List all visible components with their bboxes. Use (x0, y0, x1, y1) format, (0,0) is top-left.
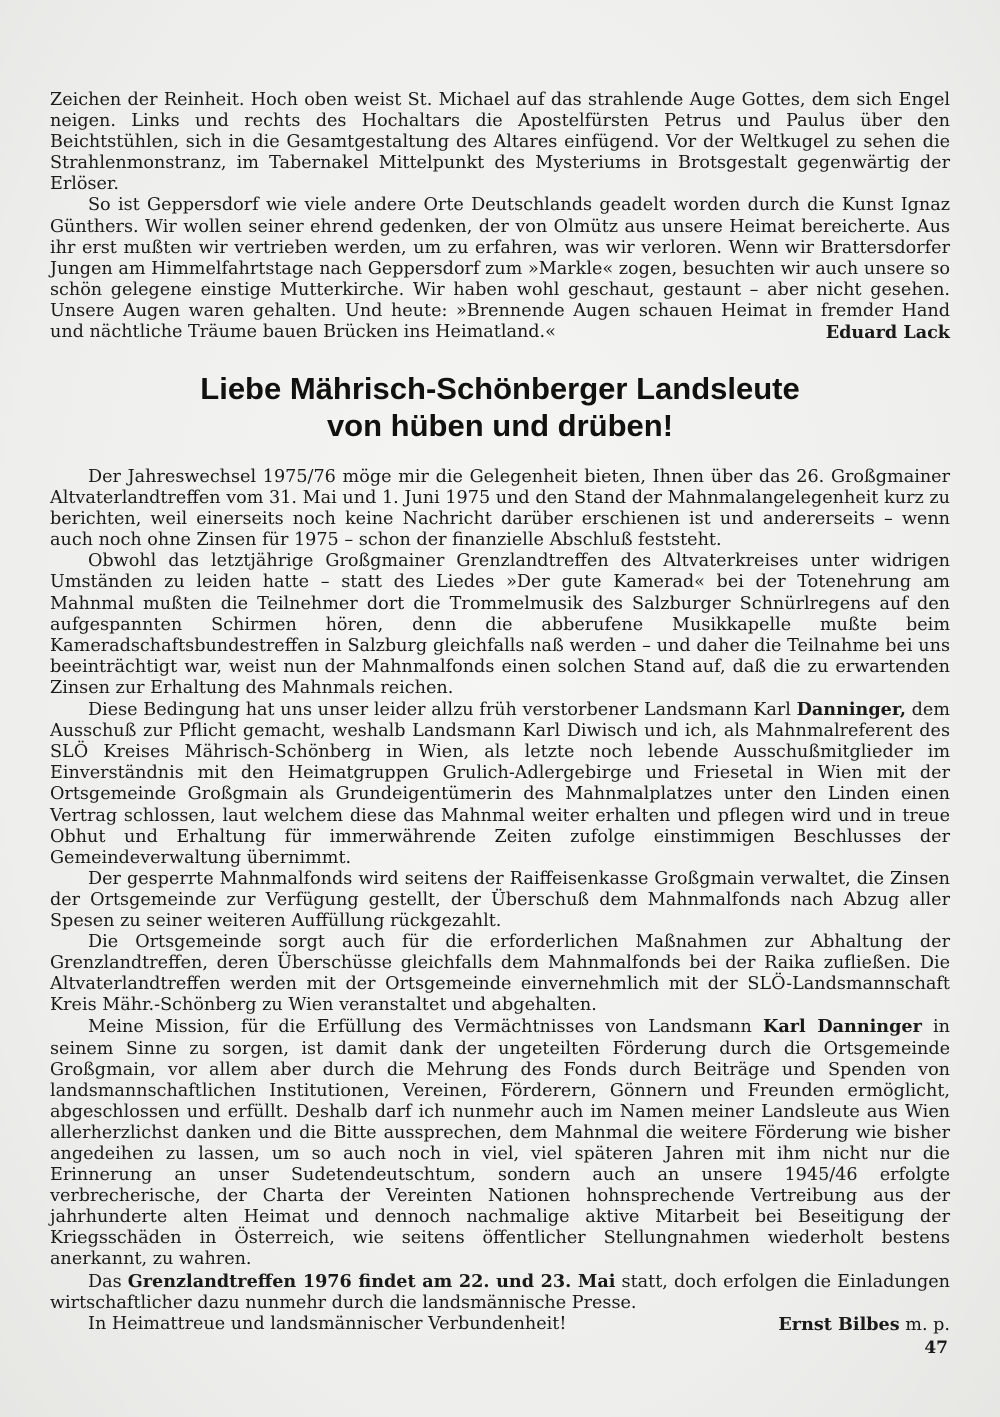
letter-paragraph-3 (50, 699, 950, 869)
heading-line-2: von hüben und drüben! (326, 408, 674, 443)
p3-bold-name: Danninger, (796, 699, 906, 721)
signature-suffix: m. p. (899, 1314, 950, 1335)
intro-paragraph-2: So ist Geppersdorf wie viele andere Orte Deutschlands geadelt worden durch die Kunst Ignaz Günthers. Wir wollen seiner ehrend gedenken, der von Olmütz aus unsere Heimat bereicherte. Aus ihr erst mußten wir vertrieben werden, um zu erfahren, was wir verloren. Wenn wir Brattersdorfer Jungen am Himmelfahrtstage nach Geppersdorf zum »Markle« zogen, besuchten wir auch unsere so schön gelegene einstige Mutterkirche. Wir haben wohl geschaut, gestaunt – aber nicht gesehen. Unsere Augen waren gehalten. Und heute: »Brennende Augen schauen Heimat in fremder Hand und nächtliche Träume bauen Brücken ins Heimatland.« (50, 195, 950, 343)
letter-paragraph-1: Der Jahreswechsel 1975/76 möge mir die Gelegenheit bieten, Ihnen über das 26. Großgmainer Altvaterlandtreffen vom 31. Mai und 1. Juni 1975 und den Stand der Mahnmalangelegenheit kurz zu berichten, weil einerseits noch keine Nachricht darüber erschienen ist und andererseits – wenn auch noch ohne Zinsen für 1975 – schon der finanzielle Abschluß feststeht. (50, 467, 950, 551)
p6-bold-name: Karl Danninger (763, 1016, 922, 1038)
intro-article (50, 90, 950, 344)
p7-text-c: statt, doch erfolgen die Einladungen wirtschaftlicher dazu nunmehr durch die landsmännische Presse. (50, 1271, 951, 1313)
article-heading (50, 370, 950, 444)
intro-author: Eduard Lack (825, 322, 950, 344)
closing-line (50, 1314, 950, 1336)
p6-text-c: in seinem Sinne zu sorgen, ist damit dank der ungeteilten Förderung durch die Ortsgemeinde Großgmain, vor allem aber durch die Mehrung des Fonds durch Beiträge und Spenden von landsmannschaftlichen Institutionen, Vereinen, Förderern, Gönnern und Freunden ermöglicht, abgeschlossen und erfüllt. Deshalb darf ich nunmehr auch im Namen meiner Landsleute aus Wien allerherzlichst danken und die Bitte aussprechen, dem Mahnmal die weitere Förderung wie bisher angedeihen zu lassen, um so auch noch in viel, viel späteren Jahren mit ihm nicht nur die Erinnerung an unser Sudetendeutschtum, sondern auch an unsere 1945/46 erfolgte verbrecherische, der Charta der Vereinten Nationen hohnsprechende Vertreibung aus der jahrhunderte alten Heimat und dennoch nachmalige aktive Mitarbeit bei Beseitigung der Kriegsschäden in Österreich, wie seitens öffentlicher Stellungnahmen wiederholt bestens anerkannt, zu wahren. (50, 1017, 951, 1270)
intro-last-block (50, 195, 950, 343)
p3-text-a: Diese Bedingung hat uns unser leider allzu früh verstorbener Landsmann Karl (88, 700, 797, 721)
closing-text: In Heimattreue und landsmännischer Verbundenheit! (88, 1313, 567, 1334)
p7-text-a: Das (88, 1271, 128, 1292)
signature (778, 1314, 950, 1336)
signature-name: Ernst Bilbes (778, 1313, 900, 1335)
p3-text-c: dem Ausschuß zur Pflicht gemacht, weshalb Landsmann Karl Diwisch und ich, als Mahnmalreferent des SLÖ Kreises Mährisch-Schönberg in Wien, als letzte noch lebende Ausschußmitglieder im Einverständnis mit den Heimatgruppen Grulich-Adlergebirge und Friesetal in Wien mit der Ortsgemeinde Großgmain als Grundeigentümerin des Mahnmalplatzes unter den Linden einen Vertrag schlossen, laut welchem diese das Mahnmal weiter erhalten und pflegen wird und in treue Obhut und Erhaltung für immerwährende Zeiten zufolge einstimmigen Beschlusses der Gemeindeverwaltung übernimmt. (50, 700, 950, 868)
intro-paragraph-1: Zeichen der Reinheit. Hoch oben weist St. Michael auf das strahlende Auge Gottes, dem sich Engel neigen. Links und rechts des Hochaltars die Apostelfürsten Petrus und Paulus über den Beichtstühlen, sich in die Gesamtgestaltung des Altares einfügend. Vor der Weltkugel zu sehen die Strahlenmonstranz, im Tabernakel Mittelpunkt des Mysteriums in Brotsgestalt gegenwärtig der Erlöser. (50, 90, 950, 195)
letter-paragraph-5: Die Ortsgemeinde sorgt auch für die erforderlichen Maßnahmen zur Abhaltung der Grenzlandtreffen, deren Überschüsse gleichfalls dem Mahnmalfonds bei der Raika zufließen. Die Altvaterlandtreffen werden mit der Ortsgemeinde einvernehmlich mit der SLÖ-Landsmannschaft Kreis Mähr.-Schönberg zu Wien veranstaltet und abgehalten. (50, 932, 950, 1016)
letter-paragraph-2: Obwohl das letztjährige Großgmainer Grenzlandtreffen des Altvaterkreises unter widrigen Umständen zu leiden hatte – statt des Liedes »Der gute Kamerad« bei der Totenehrung am Mahnmal mußten die Teilnehmer dort die Trommelmusik des Salzburger Schnürlregens auf den aufgespannten Schirmen hören, denn die abberufene Musikkapelle mußte beim Kameradschaftsbundestreffen in Salzburg gleichfalls naß werden – und daher die Teilnahme bei uns beeinträchtigt war, weist nun der Mahnmalfonds einen solchen Stand auf, daß die zu erwartenden Zinsen zur Erhaltung des Mahnmals reichen. (50, 551, 950, 698)
page-number: 47 (924, 1338, 948, 1358)
p7-bold-event: Grenzlandtreffen 1976 findet am 22. und 23. Mai (127, 1270, 616, 1292)
letter-paragraph-6 (50, 1016, 950, 1270)
letter-paragraph-4: Der gesperrte Mahnmalfonds wird seitens der Raiffeisenkasse Großgmain verwaltet, die Zinsen der Ortsgemeinde zur Verfügung gestellt, der Überschuß dem Mahnmalfonds nach Abzug aller Spesen zu seiner weiteren Auffüllung rückgezahlt. (50, 868, 950, 931)
letter-paragraph-7 (50, 1271, 950, 1314)
heading-line-1: Liebe Mährisch-Schönberger Landsleute (200, 371, 800, 406)
p6-text-a: Meine Mission, für die Erfüllung des Vermächtnisses von Landsmann (88, 1017, 764, 1038)
letter-body (50, 467, 950, 1336)
